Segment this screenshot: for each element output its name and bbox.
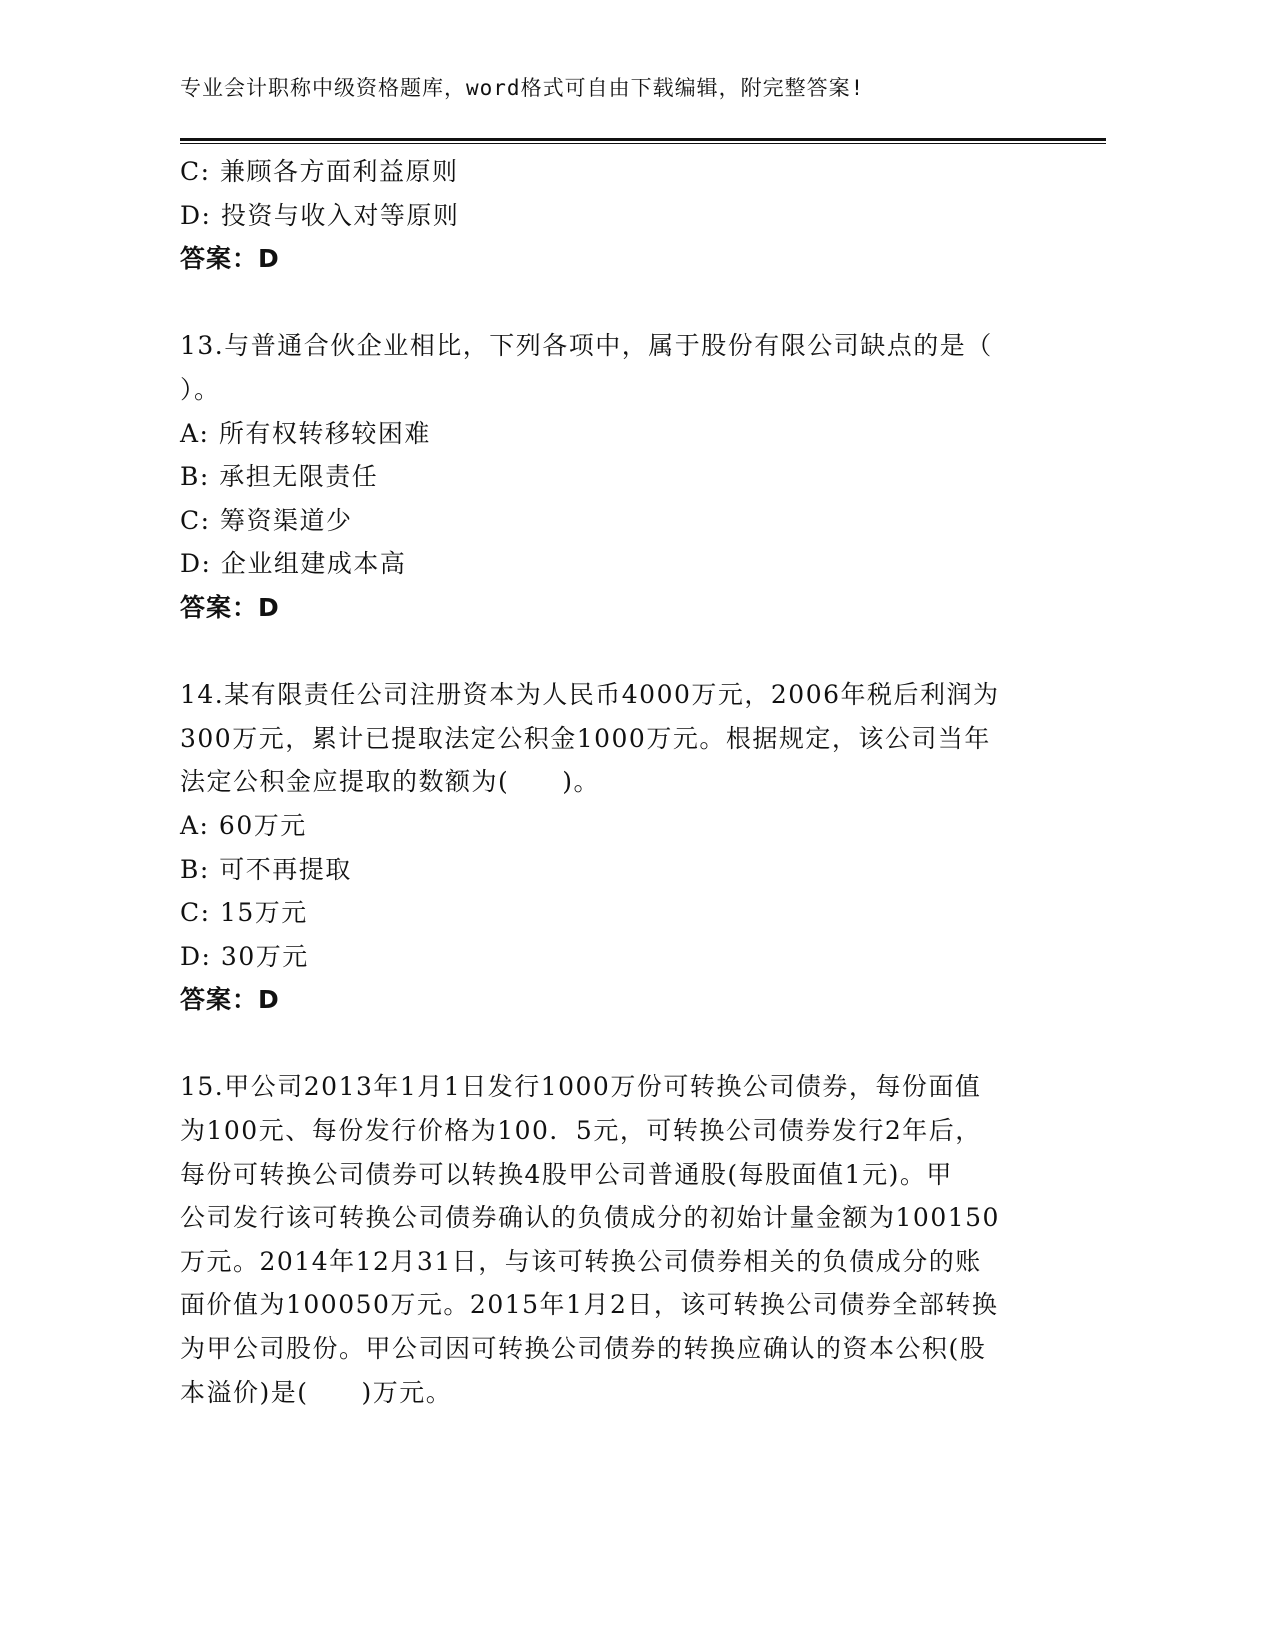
q15-stem-line: 为甲公司股份。甲公司因可转换公司债券的转换应确认的资本公积(股	[180, 1334, 987, 1364]
q15-stem	[180, 1065, 1080, 1414]
q12-option-d: D: 投资与收入对等原则	[180, 200, 460, 230]
q13-option-a: A: 所有权转移较困难	[180, 418, 431, 448]
q14-option-d: D: 30万元	[180, 941, 309, 971]
q14-option-c: C: 15万元	[180, 898, 308, 928]
q13-answer: 答案：D	[180, 592, 280, 622]
q13-option-b: B: 承担无限责任	[180, 462, 379, 492]
q14-stem-line: 14.某有限责任公司注册资本为人民币4000万元，2006年税后利润为	[180, 680, 1000, 710]
q13-stem	[180, 324, 1080, 411]
spacer	[180, 630, 1080, 674]
q12-option-c: C: 兼顾各方面利益原则	[180, 157, 459, 186]
spacer	[180, 281, 1080, 325]
q13-option-d: D: 企业组建成本高	[180, 549, 407, 579]
q14-stem-line: 300万元，累计已提取法定公积金1000万元。根据规定，该公司当年	[180, 723, 991, 753]
q13-option-c: C: 筹资渠道少	[180, 505, 353, 535]
q14-answer: 答案：D	[180, 985, 280, 1015]
q15-stem-line: 万元。2014年12月31日，与该可转换公司债券相关的负债成分的账	[180, 1246, 982, 1276]
q14-option-b: B: 可不再提取	[180, 854, 352, 884]
q14-option-a: A: 60万元	[180, 810, 307, 840]
q14-stem	[180, 673, 1080, 804]
spacer	[180, 1022, 1080, 1066]
q15-stem-line: 15.甲公司2013年1月1日发行1000万份可转换公司债券，每份面值	[180, 1072, 982, 1102]
page-header: 专业会计职称中级资格题库，word格式可自由下载编辑，附完整答案!	[180, 76, 865, 100]
q15-stem-line: 为100元、每份发行价格为100．5元，可转换公司债券发行2年后，	[180, 1116, 982, 1146]
q14-stem-line: 法定公积金应提取的数额为( )。	[180, 767, 601, 797]
q15-stem-line: 本溢价)是( )万元。	[180, 1377, 453, 1407]
q12-answer: 答案：D	[180, 244, 280, 274]
q15-stem-line: 面价值为100050万元。2015年1月2日，该可转换公司债券全部转换	[180, 1290, 999, 1320]
q15-stem-line: 公司发行该可转换公司债券确认的负债成分的初始计量金额为100150	[180, 1203, 1000, 1233]
q15-stem-line: 每份可转换公司债券可以转换4股甲公司普通股(每股面值1元)。甲	[180, 1159, 953, 1189]
header-divider	[180, 138, 1106, 141]
header-divider-thin	[180, 143, 1106, 144]
question-content	[180, 150, 1080, 1414]
q13-stem-line: 13.与普通合伙企业相比，下列各项中，属于股份有限公司缺点的是（	[180, 331, 993, 361]
q13-stem-line: ）。	[180, 374, 221, 404]
